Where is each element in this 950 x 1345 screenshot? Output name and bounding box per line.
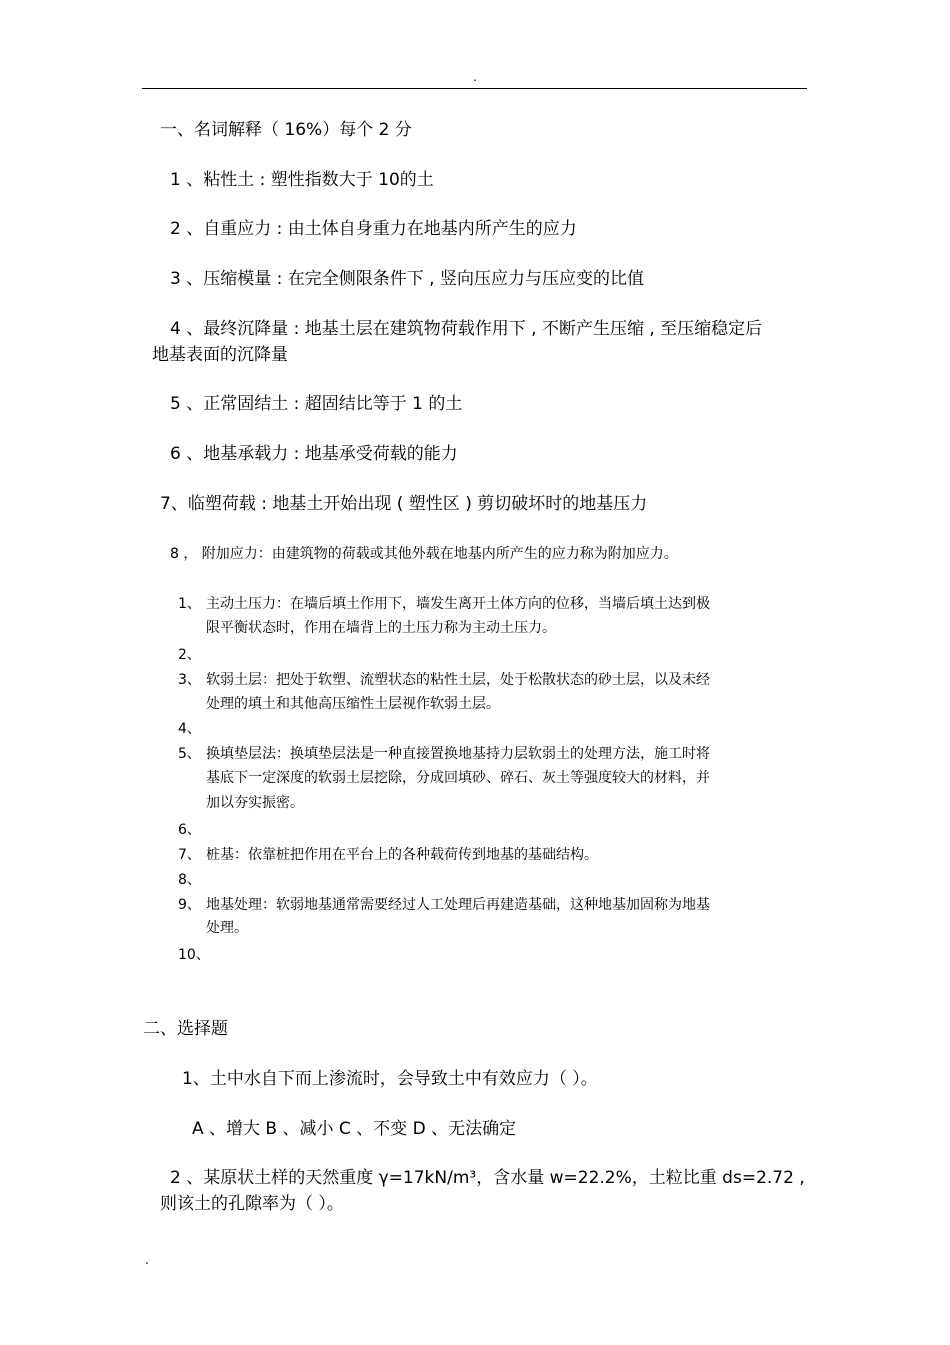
list-text-1b: 限平衡状态时，作用在墙背上的土压力称为主动土压力。 [206,620,556,636]
list-num-1: 1、 [178,596,201,612]
list-text-5a: 换填垫层法：换填垫层法是一种直接置换地基持力层软弱土的处理方法，施工时将 [206,746,710,762]
header-dot: . [473,70,477,84]
definition-3: 3 、压缩模量 : 在完全侧限条件下 , 竖向压应力与压应变的比值 [170,269,644,289]
list-num-8: 8、 [178,872,201,888]
list-num-7: 7、 [178,847,201,863]
list-num-9: 9、 [178,897,201,913]
list-text-9a: 地基处理：软弱地基通常需要经过人工处理后再建造基础，这种地基加固称为地基 [206,897,710,913]
list-text-3a: 软弱土层：把处于软塑、流塑状态的粘性土层，处于松散状态的砂土层，以及未经 [206,672,710,688]
list-text-5b: 基底下一定深度的软弱土层挖除，分成回填砂、碎石、灰土等强度较大的材料，并 [206,770,710,786]
list-text-5c: 加以夯实振密。 [206,795,304,811]
list-num-4: 4、 [178,721,201,737]
list-text-7a: 桩基：依靠桩把作用在平台上的各种载荷传到地基的基础结构。 [206,847,598,863]
list-text-9b: 处理。 [206,920,248,936]
section2-title: 二、选择题 [143,1019,228,1039]
list-text-1a: 主动土压力：在墙后填土作用下，墙发生离开土体方向的位移，当墙后填土达到极 [206,596,710,612]
definition-1: 1 、粘性土 : 塑性指数大于 10的土 [170,170,434,190]
list-num-2: 2、 [178,647,201,663]
definition-8: 8 ， 附加应力：由建筑物的荷载或其他外载在地基内所产生的应力称为附加应力。 [170,546,678,562]
question-1-options: A 、增大 B 、减小 C 、不变 D 、无法确定 [192,1119,517,1139]
question-1: 1、土中水自下而上渗流时，会导致土中有效应力（ ）。 [182,1069,598,1089]
definition-6: 6 、地基承载力 : 地基承受荷载的能力 [170,444,458,464]
section1-title: 一、名词解释（ 16%）每个 2 分 [160,120,412,140]
definition-5: 5 、正常固结土 : 超固结比等于 1 的土 [170,394,463,414]
definition-2: 2 、自重应力 : 由土体自身重力在地基内所产生的应力 [170,219,577,239]
list-num-10: 10、 [178,947,210,963]
list-num-6: 6、 [178,822,201,838]
footer-dot: . [145,1253,149,1267]
list-text-3b: 处理的填土和其他高压缩性土层视作软弱土层。 [206,696,500,712]
list-num-5: 5、 [178,746,201,762]
definition-7: 7、临塑荷载 : 地基土开始出现 ( 塑性区 ) 剪切破坏时的地基压力 [160,494,648,514]
definition-4-cont: 地基表面的沉降量 [152,345,288,365]
list-num-3: 3、 [178,672,201,688]
definition-4: 4 、最终沉降量 : 地基土层在建筑物荷载作用下 , 不断产生压缩 , 至压缩稳定后 [170,319,763,339]
question-2-line1: 2 、某原状土样的天然重度 γ=17kN/m³，含水量 w=22.2%，土粒比重 ds=2.72 , [170,1168,805,1188]
header-rule [142,88,807,89]
question-2-line2: 则该土的孔隙率为（ ）。 [160,1194,344,1214]
